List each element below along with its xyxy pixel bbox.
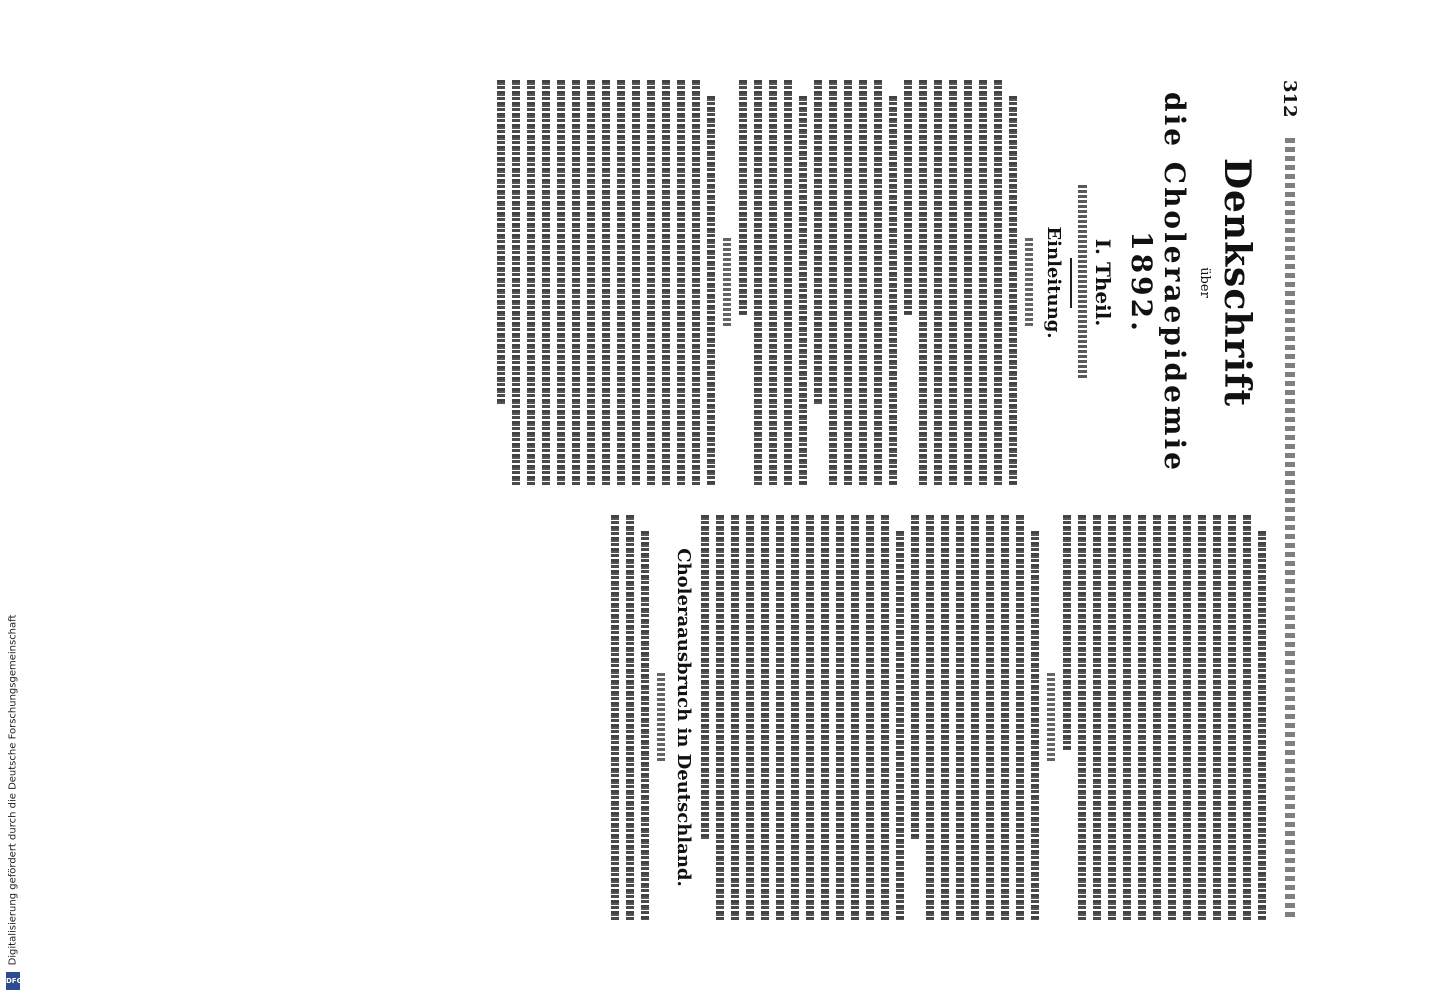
text-line xyxy=(821,515,829,920)
text-line xyxy=(1108,515,1116,920)
text-line xyxy=(1078,515,1086,920)
text-line xyxy=(1243,515,1251,920)
part-subtitle xyxy=(1078,185,1087,379)
text-line xyxy=(956,515,964,920)
text-line xyxy=(934,80,942,485)
title-rule xyxy=(1070,258,1072,308)
text-line xyxy=(836,515,844,920)
text-line xyxy=(572,80,580,485)
text-line xyxy=(1063,515,1071,750)
text-line xyxy=(739,80,747,315)
text-line xyxy=(512,80,520,485)
text-line xyxy=(964,80,972,485)
text-line xyxy=(1183,515,1191,920)
credit-text: Digitalisierung gefördert durch die Deutsche Forschungsgemeinschaft xyxy=(7,614,19,966)
text-line xyxy=(626,515,634,920)
text-line xyxy=(986,515,994,920)
text-line xyxy=(1213,515,1221,920)
text-line xyxy=(776,515,784,920)
text-line xyxy=(754,80,762,485)
text-line xyxy=(1001,515,1009,920)
subheading xyxy=(723,238,731,327)
text-line xyxy=(866,515,874,920)
text-line xyxy=(731,515,739,920)
subheading xyxy=(1047,673,1055,762)
text-line xyxy=(707,96,715,485)
text-line xyxy=(662,80,670,485)
text-line xyxy=(587,80,595,485)
title-block xyxy=(1043,80,1258,485)
text-line xyxy=(701,515,709,839)
text-line xyxy=(896,531,904,920)
text-line xyxy=(994,80,1002,485)
text-line xyxy=(1168,515,1176,920)
text-line xyxy=(791,515,799,920)
text-line xyxy=(1228,515,1236,920)
left-column xyxy=(128,80,1266,485)
text-line xyxy=(799,96,807,485)
text-line xyxy=(979,80,987,485)
text-line xyxy=(941,515,949,920)
text-line xyxy=(1093,515,1101,920)
document-title: Denkschrift xyxy=(1216,157,1258,408)
text-line xyxy=(844,80,852,485)
text-line xyxy=(716,515,724,920)
text-line xyxy=(829,80,837,485)
text-line xyxy=(784,80,792,485)
text-line xyxy=(769,80,777,485)
text-line xyxy=(926,515,934,920)
text-line xyxy=(814,80,822,404)
right-column xyxy=(128,515,1266,920)
page-number: 312 xyxy=(1279,80,1301,118)
running-head xyxy=(1280,80,1300,920)
dfg-logo-icon: DFG xyxy=(6,972,20,990)
scanned-page xyxy=(110,60,1310,940)
text-line xyxy=(542,80,550,485)
text-line xyxy=(806,515,814,920)
text-line xyxy=(949,80,957,485)
text-line xyxy=(692,80,700,485)
title-epidemic: die Choleraepidemie 1892. xyxy=(1125,92,1191,473)
text-line xyxy=(1009,96,1017,485)
introduction-heading: Einleitung. xyxy=(1043,226,1064,339)
text-line xyxy=(1258,531,1266,920)
text-line xyxy=(611,515,619,920)
text-line xyxy=(1031,531,1039,920)
subheading xyxy=(657,673,665,762)
text-line xyxy=(1016,515,1024,920)
page-content xyxy=(110,60,1310,940)
text-line xyxy=(1138,515,1146,920)
germany-outbreak-heading: Choleraausbruch in Deutschland. xyxy=(673,548,694,887)
text-line xyxy=(497,80,505,404)
text-line xyxy=(677,80,685,485)
text-line xyxy=(859,80,867,485)
running-head-text xyxy=(1285,138,1295,920)
text-line xyxy=(1198,515,1206,920)
text-line xyxy=(761,515,769,920)
part-title: I. Theil. xyxy=(1091,238,1115,327)
text-line xyxy=(557,80,565,485)
text-line xyxy=(527,80,535,485)
text-line xyxy=(647,80,655,485)
text-line xyxy=(904,80,912,315)
text-line xyxy=(746,515,754,920)
text-line xyxy=(971,515,979,920)
text-line xyxy=(881,515,889,920)
text-line xyxy=(1123,515,1131,920)
text-line xyxy=(911,515,919,839)
text-line xyxy=(641,531,649,920)
text-line xyxy=(851,515,859,920)
text-line xyxy=(889,96,897,485)
text-line xyxy=(632,80,640,485)
credit-strip xyxy=(0,0,26,1000)
text-line xyxy=(1153,515,1161,920)
text-line xyxy=(602,80,610,485)
title-over: über xyxy=(1197,267,1212,298)
text-line xyxy=(874,80,882,485)
text-line xyxy=(617,80,625,485)
text-line xyxy=(919,80,927,485)
subheading xyxy=(1025,238,1033,327)
